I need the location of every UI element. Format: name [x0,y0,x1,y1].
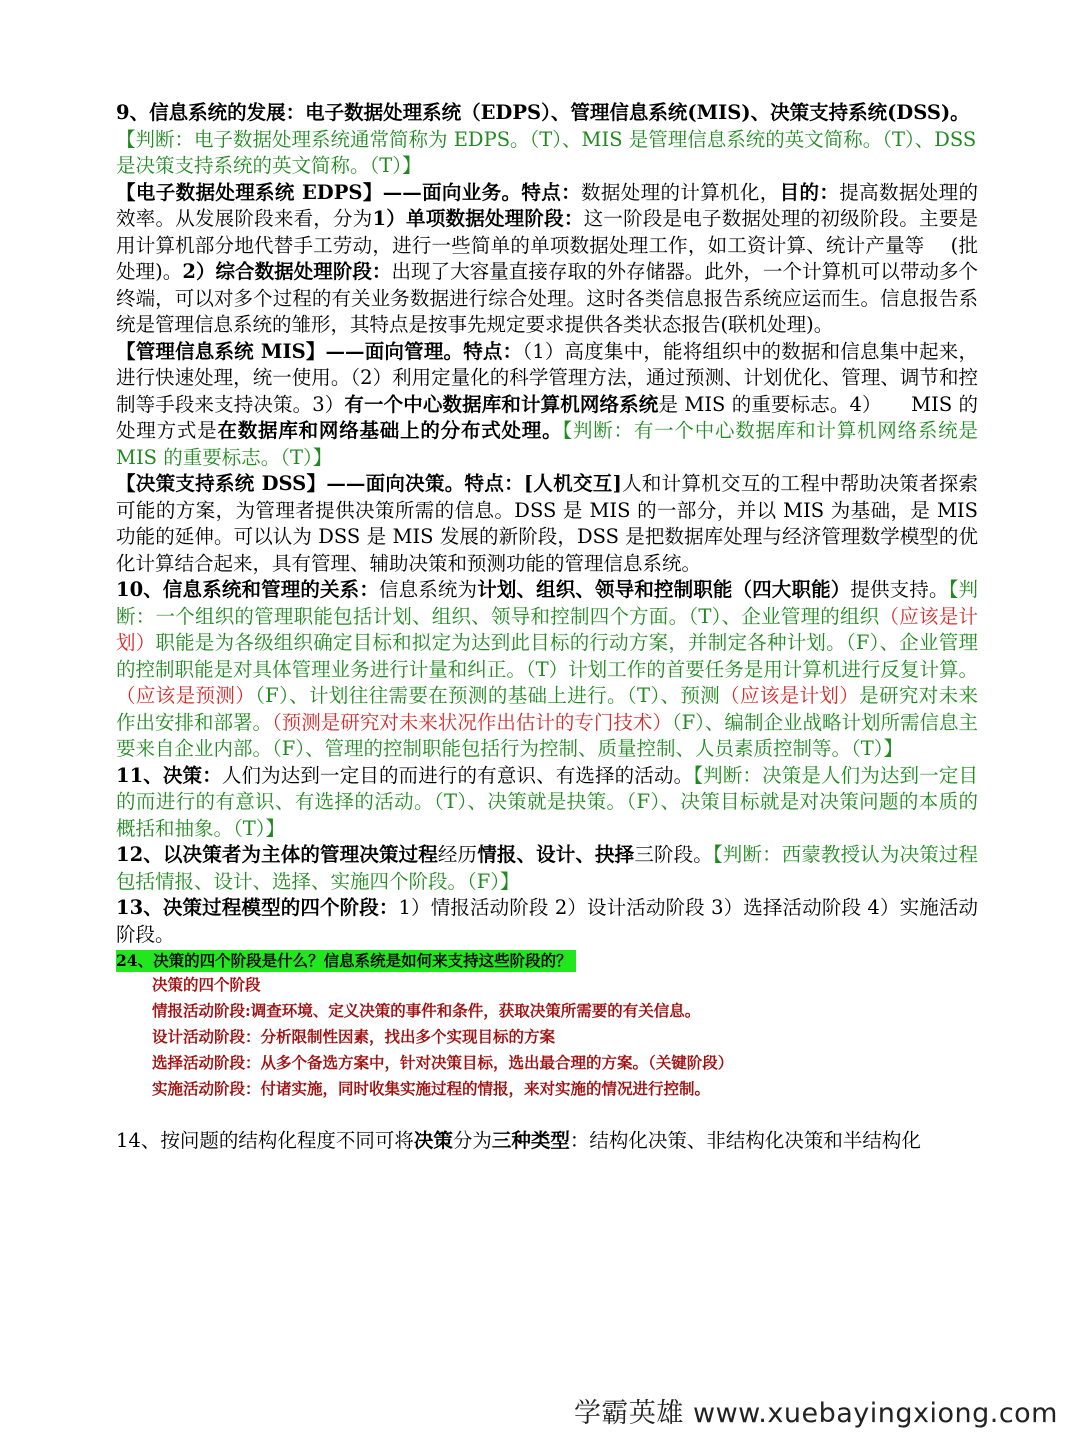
section-11-paragraph [116,763,978,843]
mis-text-1: （1）高度集中，能将组织中的数据和信息集中起来，进行快速处理，统一使用。（2）利用定量化的科学管理方法，通过预测、计划优化、管理、调节和控制等手段来支持决策。3） [116,339,978,416]
question-24-line: 决策的四个阶段 [152,975,261,994]
section-12-judge: 【判断：西蒙教授认为决策过程包括情报、设计、选择、实施四个阶段。（F）】 [116,843,978,893]
section-13-heading: 13、决策过程模型的四个阶段： [116,896,399,919]
edps-text-5: 这一阶段是电子数据处理的初级阶段。主要是用计算机部分地代替手工劳动，进行一些简单的单项数据处理工作，如工资计算、统计产量等 (批处理)。 [116,207,978,283]
dss-paragraph [116,471,978,577]
section-10-judge-3: （F）、计划往往需要在预测的基础上进行。（T）、预测 [255,684,721,707]
section-10-judge-5: （F）、编制企业战略计划所需信息主要来自企业内部。（F）、管理的控制职能包括行为控制、质量控制、人员素质控制等。（T）】 [116,710,978,760]
question-24-title: 24、决策的四个阶段是什么？信息系统是如何来支持这些阶段的？ [116,950,576,972]
section-12-paragraph [116,842,978,895]
mis-text-3: 是 MIS 的重要标志。4） MIS 的处理方式是 [116,392,978,442]
question-24-block [116,950,978,1102]
section-12-text-1: 经历 [437,843,478,866]
edps-text-1: 数据处理的计算机化， [581,180,780,204]
edps-stage-1: 1）单项数据处理阶段： [372,207,584,230]
section-10-judge-1: 【判断：一个组织的管理职能包括计划、组织、领导和控制四个方面。（T）、企业管理的组织 [116,578,978,628]
edps-stage-2: 2）综合数据处理阶段： [182,260,392,283]
section-13-text: 1）情报活动阶段 2）设计活动阶段 3）选择活动阶段 4）实施活动阶段。 [116,896,978,946]
section-11-text: 人们为达到一定目的而进行的有意识、有选择的活动。 [221,763,694,787]
section-10-note-4: （预测是研究对未来状况作出估计的专门技术） [272,710,672,734]
footer-watermark: 学霸英雄 www.xuebayingxiong.com [573,1398,1058,1429]
section-14-text-2: 决策 [413,1129,453,1152]
section-9-title: 9、信息系统的发展：电子数据处理系统（EDPS）、管理信息系统(MIS)、决策支持系统(DSS)。 [116,101,970,124]
section-14-text-5: ：结构化决策、非结构化决策和半结构化 [569,1129,921,1152]
section-10-judge-4: 是研究对未来作出安排和部署。 [116,684,978,734]
question-24-line: 实施活动阶段：付诸实施，同时收集实施过程的情报，来对实施的情况进行控制。 [152,1079,711,1098]
section-14-text-3: 分为 [452,1129,492,1152]
mis-text-4: 在数据库和网络基础上的分布式处理。 [217,419,563,442]
edps-heading: 【电子数据处理系统 EDPS】——面向业务。特点： [116,180,581,204]
mis-judge: 【判断：有一个中心数据库和计算机网络系统是 MIS 的重要标志。（T）】 [116,419,978,469]
section-9-judge: 【判断：电子数据处理系统通常简称为 EDPS。（T）、MIS 是管理信息系统的英文简称。（T）、DSS [116,127,977,151]
section-14-text-1: 14、按问题的结构化程度不同可将 [116,1129,414,1152]
mis-heading: 【管理信息系统 MIS】——面向管理。特点： [116,339,523,363]
section-10-text-2: 计划、组织、领导和控制职能（四大职能） [477,578,851,601]
section-9-judge-cont: 是决策支持系统的英文简称。（T）】 [116,154,422,177]
section-10-note-3: （应该是计划） [720,684,860,707]
section-10-note-1: （应该是计划） [116,604,978,654]
mis-paragraph [116,339,978,472]
section-10-text-1: 信息系统为 [378,578,478,601]
edps-text-7: 出现了大容量直接存取的外存储器。此外，一个计算机可以带动多个终端，可以对多个过程的有关业务数据进行综合处理。这时各类信息报告系统应运而生。信息报告系统是管理信息系统的雏形，其特点是按事先规定要求提供各类状态报告(联机处理)。 [116,260,978,336]
spacer [116,1102,978,1128]
section-12-text-3: 三阶段。 [634,843,713,866]
section-11-judge: 【判断：决策是人们为达到一定目的而进行的有意识、有选择的活动。（T）、决策就是抉策。（F）、决策目标就是对决策问题的本质的概括和抽象。（T）】 [116,763,978,840]
section-10-judge-2: 职能是为各级组织确定目标和拟定为达到此目标的行动方案，并制定各种计划。（F）、企业管理的控制职能是对具体管理业务进行计量和纠正。（T）计划工作的首要任务是用计算机进行反复计算。 [116,631,978,681]
document-page [116,100,978,1155]
question-24-line: 选择活动阶段：从多个备选方案中，针对决策目标，选出最合理的方案。（关键阶段） [152,1053,734,1072]
section-10-note-2: （应该是预测） [116,684,256,707]
question-24-line: 情报活动阶段:调查环境、定义决策的事件和条件，获取决策所需要的有关信息。 [152,1001,701,1020]
section-11-heading: 11、决策： [116,763,222,787]
section-12-text-2: 情报、设计、抉择 [477,843,635,866]
section-14-text-4: 三种类型 [491,1129,570,1152]
section-10-text-3: 提供支持。 [850,578,949,601]
section-13-paragraph [116,895,978,948]
dss-heading: 【决策支持系统 DSS】——面向决策。特点：[人机交互] [116,472,622,495]
mis-text-2: 有一个中心数据库和计算机网络系统 [344,392,659,416]
edps-text-3: 提高数据处理的效率。从发展阶段来看，分为 [116,180,978,230]
edps-goal-label: 目的： [779,180,840,204]
question-24-line: 设计活动阶段：分析限制性因素，找出多个实现目标的方案 [152,1027,556,1046]
section-10-paragraph [116,577,978,763]
section-10-heading: 10、信息系统和管理的关系： [116,578,379,601]
section-12-heading: 12、以决策者为主体的管理决策过程 [116,843,438,866]
edps-paragraph [116,180,978,339]
section-14-paragraph [116,1128,978,1155]
dss-text-1: 人和计算机交互的工程中帮助决策者探索可能的方案，为管理者提供决策所需的信息。DSS 是 MIS 的一部分，并以 MIS 为基础，是 MIS 功能的延伸。可以认为 DSS 是 MIS 发展的新阶段，DSS 是把数据库处理与经济管理数学模型的优化计算结合起来，具有管理、辅助决策和预测功能的管理信息系统。 [116,472,978,575]
